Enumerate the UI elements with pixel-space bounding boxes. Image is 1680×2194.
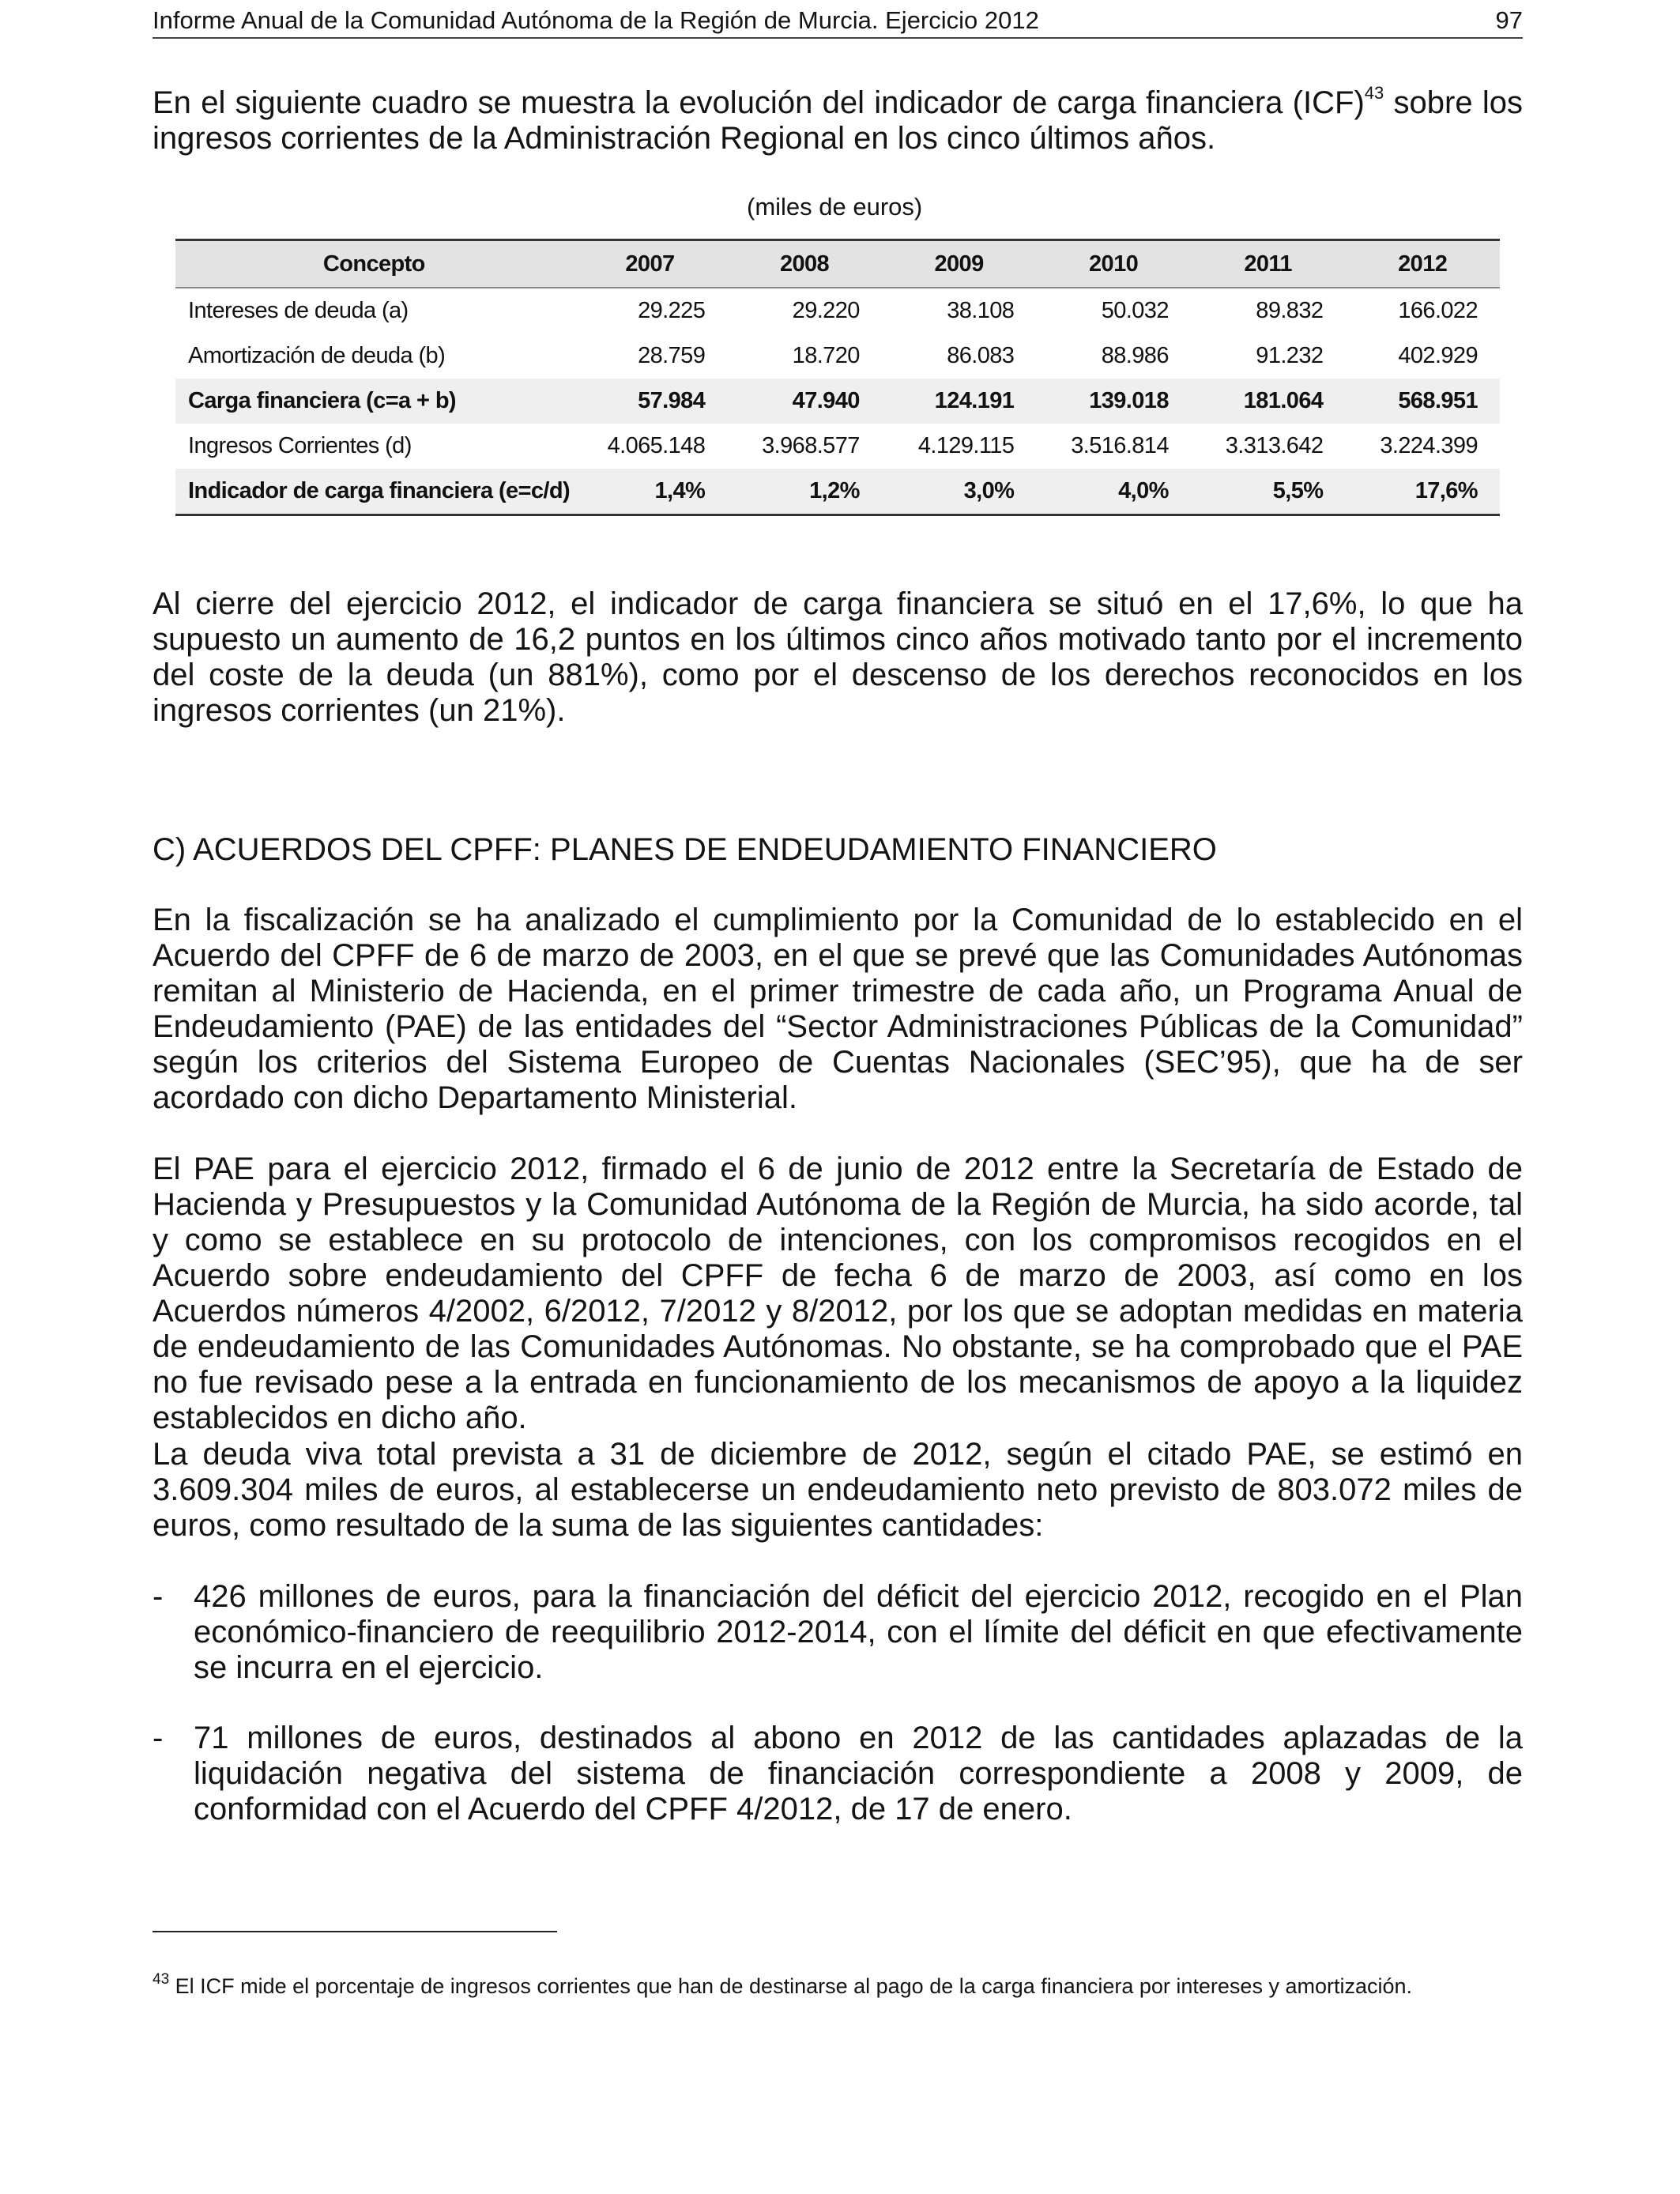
table-row-total — [175, 379, 1500, 424]
paragraph-cierre: Al cierre del ejercicio 2012, el indicador de carga financiera se situó en el 17,6%, lo que ha supuesto un aumento de 16,2 puntos en los últimos cinco años motivado tanto por el incremento del coste de la deuda (un 881%), como por el descenso de los derechos reconocidos en los ingresos corrientes (un 21%). — [153, 586, 1523, 728]
section-title: C) ACUERDOS DEL CPFF: PLANES DE ENDEUDAMIENTO FINANCIERO — [153, 832, 1217, 867]
bullet-dash: - — [153, 1721, 164, 1755]
footnote-separator — [153, 1931, 557, 1932]
intro-text: En el siguiente cuadro se muestra la evolución del indicador de carga financiera (ICF) — [153, 85, 1365, 120]
table-cell: 139.018 — [1036, 379, 1191, 424]
table-row — [175, 288, 1500, 334]
table-cell: 568.951 — [1345, 379, 1500, 424]
table-cell: 57.984 — [573, 379, 728, 424]
bullet-dash: - — [153, 1579, 164, 1614]
table-header-row — [175, 240, 1500, 288]
row-concept: Ingresos Corrientes (d) — [188, 433, 412, 458]
table-cell: 28.759 — [638, 343, 706, 368]
table-cell: 38.108 — [947, 298, 1015, 323]
footnote — [153, 1973, 1523, 2000]
row-concept: Amortización de deuda (b) — [188, 343, 446, 368]
table-cell: 29.225 — [638, 298, 706, 323]
table-cell: 4,0% — [1036, 469, 1191, 515]
table-cell: 4.065.148 — [607, 433, 706, 458]
table-cell: 3.224.399 — [1380, 433, 1478, 458]
header-2008: 2008 — [727, 240, 882, 288]
row-concept: Indicador de carga financiera (e=c/d) — [175, 469, 573, 515]
header-concepto: Concepto — [175, 240, 573, 288]
table-cell: 89.832 — [1256, 298, 1324, 323]
list-item — [153, 1579, 1523, 1686]
table-cell: 3,0% — [882, 469, 1037, 515]
table-cell: 88.986 — [1101, 343, 1169, 368]
table-cell: 166.022 — [1398, 298, 1478, 323]
table-cell: 91.232 — [1256, 343, 1324, 368]
table-cell: 1,4% — [573, 469, 728, 515]
table-cell: 3.968.577 — [762, 433, 860, 458]
footnote-ref[interactable]: 43 — [1364, 83, 1384, 103]
table-cell: 3.516.814 — [1071, 433, 1169, 458]
paragraph-pae: El PAE para el ejercicio 2012, firmado el 6 de junio de 2012 entre la Secretaría de Estado de Hacienda y Presupuestos y la Comunidad Autónoma de la Región de Murcia, ha sido acorde, tal y como se establece en su protocolo de intenciones, con los compromisos recogidos en el Acuerdo sobre endeudamiento del CPFF de fecha 6 de marzo de 2003, así como en los Acuerdos números 4/2002, 6/2012, 7/2012 y 8/2012, por los que se adoptan medidas en materia de endeudamiento de las Comunidades Autónomas. No obstante, se ha comprobado que el PAE no fue revisado pese a la entrada en funcionamiento de los mecanismos de apoyo a la liquidez establecidos en dicho año. — [153, 1152, 1523, 1435]
table-cell: 50.032 — [1101, 298, 1169, 323]
bullet-text: 71 millones de euros, destinados al abono en 2012 de las cantidades aplazadas de la liquidación negativa del sistema de financiación correspondiente a 2008 y 2009, de conformidad con el Acuerdo del CPFF 4/2012, de 17 de enero. — [194, 1721, 1523, 1826]
intro-paragraph — [153, 85, 1523, 156]
financial-burden-table — [175, 239, 1500, 516]
header-2009: 2009 — [882, 240, 1037, 288]
header-2010: 2010 — [1036, 240, 1191, 288]
table-cell: 1,2% — [727, 469, 882, 515]
table-cell: 402.929 — [1398, 343, 1478, 368]
row-concept: Intereses de deuda (a) — [188, 298, 409, 323]
intro-text-after: sobre los ingresos corrientes de la Administración Regional en los cinco últimos años. — [153, 85, 1524, 156]
table-row-indicator — [175, 469, 1500, 515]
header-2011: 2011 — [1191, 240, 1346, 288]
footnote-number: 43 — [153, 1971, 170, 1988]
row-concept: Carga financiera (c=a + b) — [175, 379, 573, 424]
page-header — [153, 4, 1523, 39]
footnote-text: El ICF mide el porcentaje de ingresos corrientes que han de destinarse al pago de la carga financiera por intereses y amortización. — [169, 1974, 1413, 1998]
bullet-text: 426 millones de euros, para la financiación del déficit del ejercicio 2012, recogido en el Plan económico-financiero de reequilibrio 2012-2014, con el límite del déficit en que efectivamente se incurra en el ejercicio. — [194, 1579, 1523, 1685]
table-cell: 124.191 — [882, 379, 1037, 424]
table-cell: 181.064 — [1191, 379, 1346, 424]
paragraph-deuda: La deuda viva total prevista a 31 de diciembre de 2012, según el citado PAE, se estimó en 3.609.304 miles de euros, al establecerse un endeudamiento neto previsto de 803.072 miles de euros, como resultado de la suma de las siguientes cantidades: — [153, 1437, 1523, 1543]
table-row — [175, 424, 1500, 469]
table-cell: 5,5% — [1191, 469, 1346, 515]
list-item — [153, 1721, 1523, 1827]
table-row — [175, 334, 1500, 379]
table-cell: 47.940 — [727, 379, 882, 424]
table-caption: (miles de euros) — [747, 193, 923, 221]
header-2007: 2007 — [573, 240, 728, 288]
table-cell: 3.313.642 — [1225, 433, 1324, 458]
table-cell: 18.720 — [792, 343, 860, 368]
table-cell: 17,6% — [1345, 469, 1500, 515]
header-2012: 2012 — [1345, 240, 1500, 288]
table-cell: 86.083 — [947, 343, 1015, 368]
paragraph-fiscalizacion: En la fiscalización se ha analizado el cumplimiento por la Comunidad de lo establecido en el Acuerdo del CPFF de 6 de marzo de 2003, en el que se prevé que las Comunidades Autónomas remitan al Ministerio de Hacienda, en el primer trimestre de cada año, un Programa Anual de Endeudamiento (PAE) de las entidades del “Sector Administraciones Públicas de la Comunidad” según los criterios del Sistema Europeo de Cuentas Nacionales (SEC’95), que ha de ser acordado con dicho Departamento Ministerial. — [153, 903, 1523, 1115]
table-cell: 29.220 — [792, 298, 860, 323]
page-number: 97 — [1495, 6, 1523, 34]
table-cell: 4.129.115 — [917, 433, 1015, 458]
header-title: Informe Anual de la Comunidad Autónoma de la Región de Murcia. Ejercicio 2012 — [153, 6, 1039, 34]
